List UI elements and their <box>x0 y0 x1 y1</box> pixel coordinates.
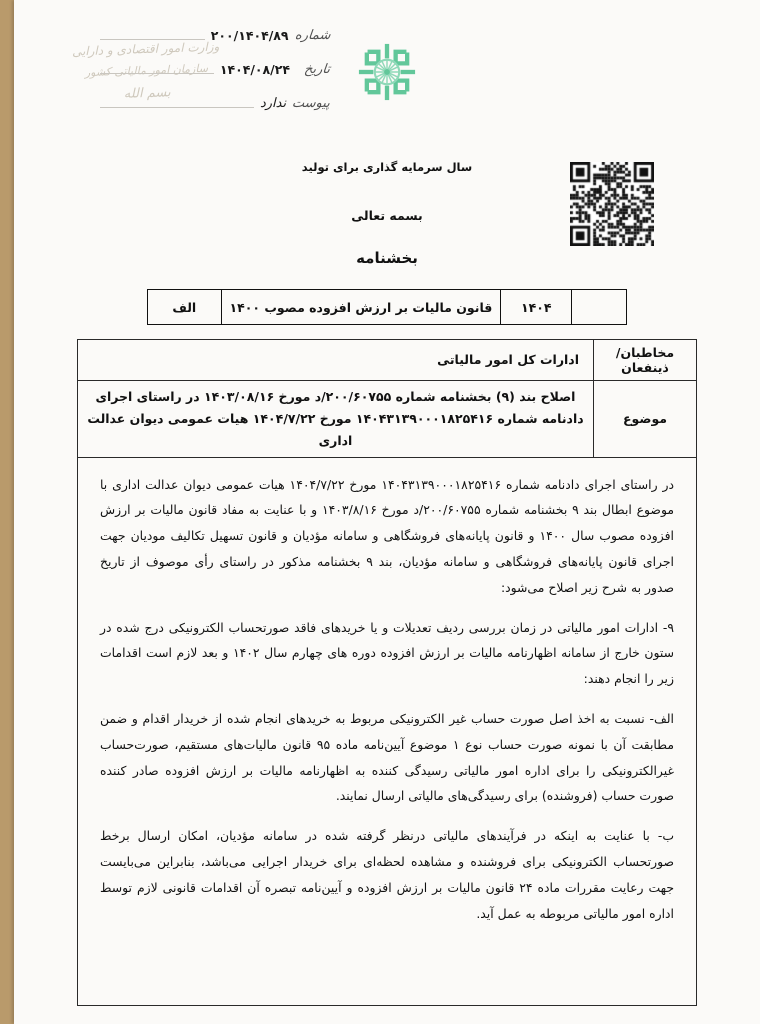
classification-blank-cell <box>572 290 627 325</box>
document-qr-code <box>570 162 654 246</box>
addressees-row <box>78 340 697 381</box>
classification-row <box>148 290 627 325</box>
body-paragraph-clause-9: ۹- ادارات امور مالیاتی در زمان بررسی ردیف تعدیلات و یا خریدهای فاقد صورتحساب الکترونیکی درج شده در ستون خارج از سامانه اظهارنامه مالیات بر ارزش افزوده دوره های چهارم سال ۱۴۰۲ و بعد لازم است اقدامات زیر را انجام دهند: <box>100 619 674 687</box>
number-value: ۲۰۰/۱۴۰۴/۸۹ <box>210 27 289 43</box>
date-label: تاریخ <box>303 61 331 77</box>
subject-value: اصلاح بند (۹) بخشنامه شماره ۲۰۰/۶۰۷۵۵/د مورخ ۱۴۰۳/۰۸/۱۶ در راستای اجرای دادنامه شماره ۱۴۰۴۳۱۳۹۰۰۰۱۸۲۵۴۱۶ مورخ ۱۴۰۴/۷/۲۲ هیات عمومی دیوان عدالت اداری <box>78 381 594 458</box>
meta-row-date <box>100 52 330 86</box>
document-fields-table <box>77 339 697 458</box>
date-value: ۱۴۰۴/۰۸/۲۴ <box>219 61 290 77</box>
body-paragraph-item-be: ب- با عنایت به اینکه در فرآیندهای مالیاتی درنظر گرفته شده در سامانه مؤدیان، امکان ارسال برخط صورتحساب الکترونیکی برای فروشنده و مشاهده لحظه‌ای برای خریدار اجرایی می‌باشد، بنابراین می‌بایست جهت رعایت مقررات ماده ۲۴ قانون مالیات بر ارزش افزوده و آیین‌نامه تبصره آن اقدامات قانونی لازم توسط اداره امور مالیاتی مربوطه به عمل آید. <box>100 828 674 921</box>
addressees-value: ادارات کل امور مالیاتی <box>78 340 594 381</box>
body-paragraph-intro: در راستای اجرای دادنامه شماره ۱۴۰۴۳۱۳۹۰۰۰۱۸۲۵۴۱۶ مورخ ۱۴۰۴/۷/۲۲ هیات عمومی دیوان عدالت اداری با موضوع ابطال بند ۹ بخشنامه شماره ۲۰۰/۶۰۷۵۵/د مورخ ۱۴۰۳/۸/۱۶ و با عنایت به مفاد قانون مالیات بر ارزش افزوده مصوب سال ۱۴۰۰ و قانون پایانه‌های فروشگاهی و سامانه مؤدیان و قانون تسهیل تکالیف مودیان جهت اجرای قانون پایانه‌های فروشگاهی و سامانه مؤدیان، بند ۹ بخشنامه مذکور در راستای رأی موصوف از تاریخ صدور به شرح زیر اصلاح می‌شود: <box>100 476 674 595</box>
classification-law-cell: قانون مالیات بر ارزش افزوده مصوب ۱۴۰۰ <box>221 290 501 325</box>
document-meta-block <box>100 18 330 120</box>
document-page <box>14 0 760 1024</box>
addressees-label: مخاطبان/ ذینفعان <box>594 340 697 381</box>
meta-row-number <box>100 18 330 52</box>
classification-year-cell: ۱۴۰۴ <box>501 290 572 325</box>
subject-label: موضوع <box>594 381 697 458</box>
meta-row-attachment <box>100 86 330 120</box>
invocation-text: بسمه تعالی <box>351 208 423 223</box>
classification-letter-cell: الف <box>148 290 222 325</box>
attachment-label: پیوست <box>291 95 331 111</box>
body-paragraph-item-alef: الف- نسبت به اخذ اصل صورت حساب غیر الکترونیکی مربوط به خریدهای انجام شده از خریدار اقدام و ضمن مطابقت آن با نمونه صورت حساب نوع ۱ موضوع آیین‌نامه ماده ۹۵ قانون مالیات‌های مستقیم، صورت‌حساب غیرالکترونیکی را برای اداره امور مالیاتی رسیدگی کننده به اظهارنامه مالیات بر ارزش افزوده صادر کننده صورت حساب (فروشنده) برای رسیدگی‌های مالیاتی ارسال نمایند. <box>100 711 674 804</box>
tax-administration-logo-icon <box>351 36 423 108</box>
attachment-value: ندارد <box>259 95 287 111</box>
number-label: شماره <box>293 27 331 43</box>
year-slogan: سال سرمایه گذاری برای تولید <box>301 160 473 174</box>
document-body <box>77 458 697 1006</box>
date-rule <box>100 73 214 74</box>
document-type-title: بخشنامه <box>356 249 418 267</box>
attachment-rule <box>100 107 254 108</box>
classification-table <box>147 289 627 325</box>
seal-line-ministry: وزارت امور اقتصادی و دارایی <box>71 39 220 59</box>
number-rule <box>100 39 205 40</box>
subject-row <box>78 381 697 458</box>
seal-line-invocation: بسم الله <box>123 84 171 102</box>
seal-line-organization: سازمان امور مالیاتی کشور <box>84 61 209 79</box>
letterhead <box>14 0 760 150</box>
